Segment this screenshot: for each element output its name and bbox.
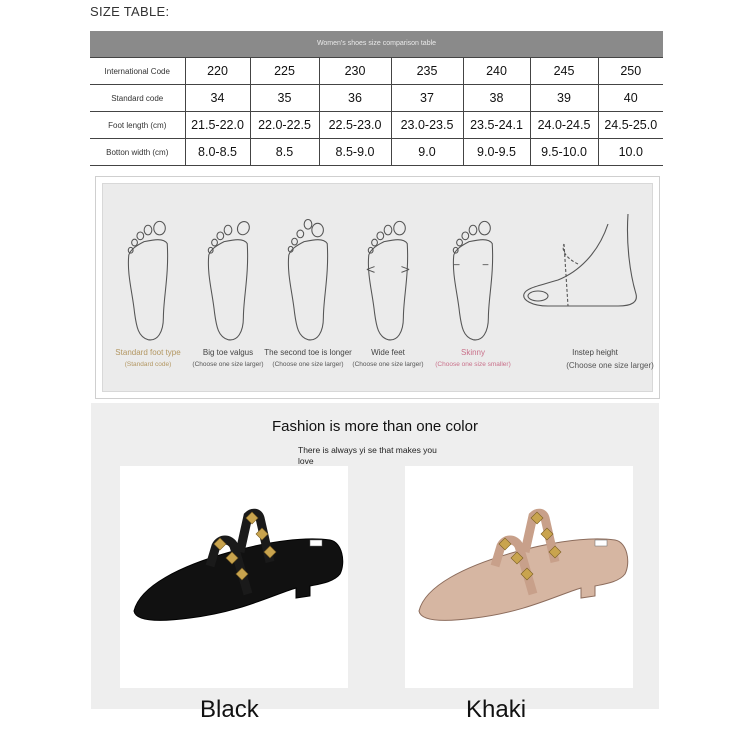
- table-cell: 38: [463, 85, 530, 112]
- table-cell: 9.0: [391, 139, 463, 166]
- table-header: Women's shoes size comparison table: [90, 31, 663, 57]
- table-cell: 40: [598, 85, 663, 112]
- foot-type-label: Skinny: [460, 348, 486, 357]
- size-table-title: SIZE TABLE:: [90, 4, 170, 19]
- table-cell: 8.5: [250, 139, 319, 166]
- foot-side-icon: [518, 214, 648, 314]
- foot-type-label: The second toe is longer: [264, 348, 352, 357]
- table-cell: 21.5-22.0: [185, 112, 250, 139]
- color-section-title: Fashion is more than one color: [272, 418, 478, 435]
- foot-type-label: Big toe valgus: [202, 348, 254, 357]
- table-cell: 9.5-10.0: [530, 139, 598, 166]
- table-cell: 37: [391, 85, 463, 112]
- foot-type-panel: [95, 176, 660, 399]
- size-grid: [90, 57, 663, 166]
- table-row: [90, 85, 663, 112]
- table-cell: 8.0-8.5: [185, 139, 250, 166]
- color-section-subtitle: There is always yi se that makes you love: [298, 445, 437, 466]
- table-cell: 240: [463, 58, 530, 85]
- foot-type-advice: (Choose one size larger): [272, 361, 344, 368]
- color-name-khaki: Khaki: [466, 696, 527, 723]
- table-cell: 24.5-25.0: [598, 112, 663, 139]
- table-cell: 250: [598, 58, 663, 85]
- row-label: Foot length (cm): [90, 112, 185, 139]
- row-label: Botton width (cm): [90, 139, 185, 166]
- table-cell: 35: [250, 85, 319, 112]
- foot-type-label: Instep height: [572, 348, 618, 357]
- table-cell: 24.0-24.5: [530, 112, 598, 139]
- table-cell: 9.0-9.5: [463, 139, 530, 166]
- table-cell: 22.5-23.0: [319, 112, 391, 139]
- table-cell: 230: [319, 58, 391, 85]
- foot-type-advice: (Choose one size larger): [352, 361, 424, 368]
- khaki-shoe-image: [405, 466, 633, 688]
- foot-icon: [283, 214, 333, 349]
- foot-icon: [448, 214, 498, 349]
- foot-type-label: Standard foot type: [115, 348, 181, 357]
- row-label: International Code: [90, 58, 185, 85]
- foot-icon: [363, 214, 413, 349]
- table-cell: 23.5-24.1: [463, 112, 530, 139]
- color-options-panel: [91, 403, 659, 709]
- foot-icon: [123, 214, 173, 349]
- table-cell: 23.0-23.5: [391, 112, 463, 139]
- table-cell: 34: [185, 85, 250, 112]
- foot-type-advice: (Standard code): [124, 361, 172, 368]
- foot-type-illustrations: [102, 183, 653, 392]
- table-cell: 22.0-22.5: [250, 112, 319, 139]
- foot-type-advice: (Choose one size smaller): [435, 361, 511, 368]
- foot-icon: [203, 214, 253, 349]
- foot-type-advice: (Choose one size larger): [566, 361, 654, 370]
- foot-type-label: Wide feet: [371, 348, 405, 357]
- table-cell: 36: [319, 85, 391, 112]
- row-label: Standard code: [90, 85, 185, 112]
- foot-type-advice: (Choose one size larger): [192, 361, 264, 368]
- table-cell: 220: [185, 58, 250, 85]
- table-cell: 225: [250, 58, 319, 85]
- table-cell: 39: [530, 85, 598, 112]
- table-row: [90, 112, 663, 139]
- table-cell: 235: [391, 58, 463, 85]
- color-name-black: Black: [200, 696, 259, 723]
- table-cell: 10.0: [598, 139, 663, 166]
- table-cell: 245: [530, 58, 598, 85]
- black-shoe-image: [120, 466, 348, 688]
- table-row: [90, 139, 663, 166]
- size-table: [90, 31, 663, 166]
- table-row: [90, 58, 663, 85]
- table-cell: 8.5-9.0: [319, 139, 391, 166]
